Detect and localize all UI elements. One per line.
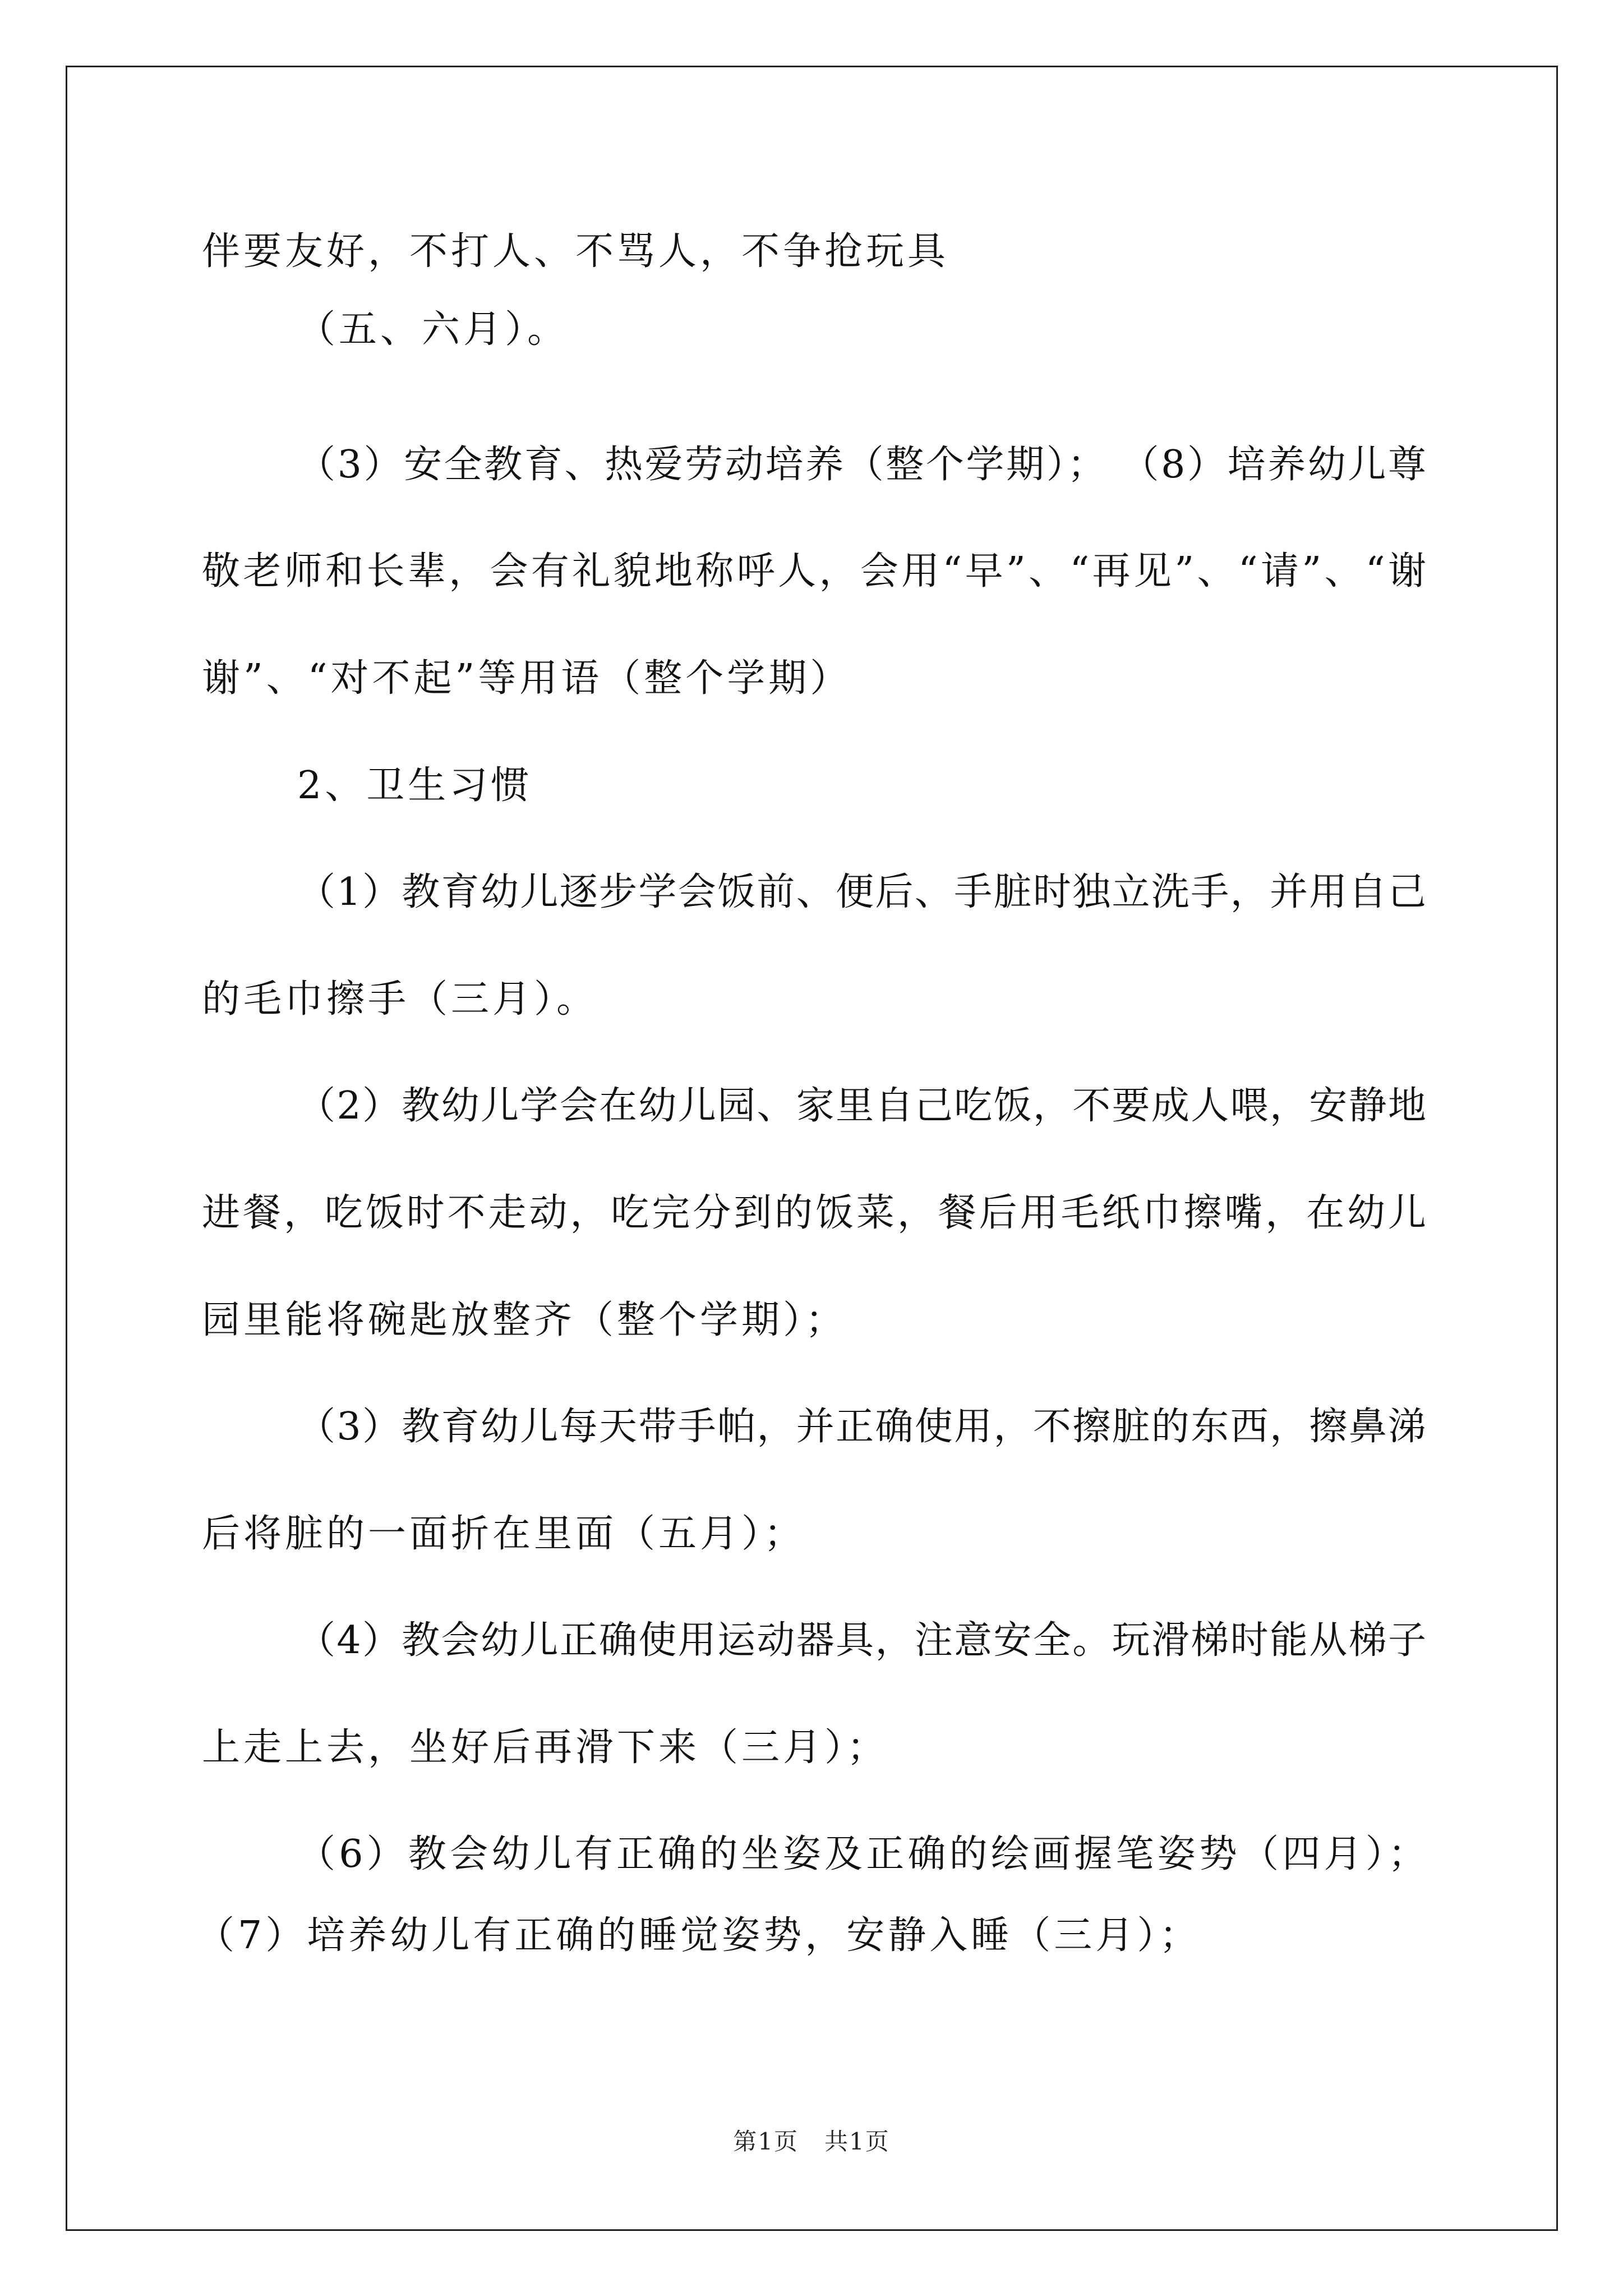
section-heading: 2、卫生习惯 <box>297 763 533 808</box>
text-line: （五、六月）。 <box>297 307 569 352</box>
page-number: 第1页 <box>733 2128 799 2155</box>
text-line: 的毛巾擦手（三月）。 <box>202 977 598 1022</box>
text-line: 谢”、“对不起”等用语（整个学期） <box>202 656 852 701</box>
page-border <box>66 66 1558 2231</box>
text-line: （1）教育幼儿逐步学会饭前、便后、手脏时独立洗手，并用自己 <box>297 870 1427 914</box>
text-line: （3）安全教育、热爱劳动培养（整个学期）； （8）培养幼儿尊 <box>297 443 1427 487</box>
text-line: 后将脏的一面折在里面（五月）； <box>202 1512 806 1556</box>
page-footer <box>0 2130 1623 2154</box>
text-line: 进餐，吃饭时不走动，吃完分到的饭菜，餐后用毛纸巾擦嘴，在幼儿 <box>202 1191 1427 1235</box>
text-line: （2）教幼儿学会在幼儿园、家里自己吃饭，不要成人喂，安静地 <box>297 1084 1427 1128</box>
text-line: 敬老师和长辈，会有礼貌地称呼人，会用“早”、“再见”、“请”、“谢 <box>202 549 1427 593</box>
text-line: （6）教会幼儿有正确的坐姿及正确的绘画握笔姿势（四月）； <box>297 1832 1427 1876</box>
text-line: （7）培养幼儿有正确的睡觉姿势，安静入睡（三月）； <box>196 1913 1201 1958</box>
text-line: （4）教会幼儿正确使用运动器具，注意安全。玩滑梯时能从梯子 <box>297 1618 1427 1663</box>
text-line: 伴要友好，不打人、不骂人，不争抢玩具 <box>202 229 949 274</box>
total-pages: 共1页 <box>824 2128 890 2155</box>
text-line: （3）教育幼儿每天带手帕，并正确使用，不擦脏的东西，擦鼻涕 <box>297 1405 1427 1449</box>
text-line: 上走上去，坐好后再滑下来（三月）； <box>202 1726 889 1770</box>
text-line: 园里能将碗匙放整齐（整个学期）； <box>202 1298 847 1342</box>
